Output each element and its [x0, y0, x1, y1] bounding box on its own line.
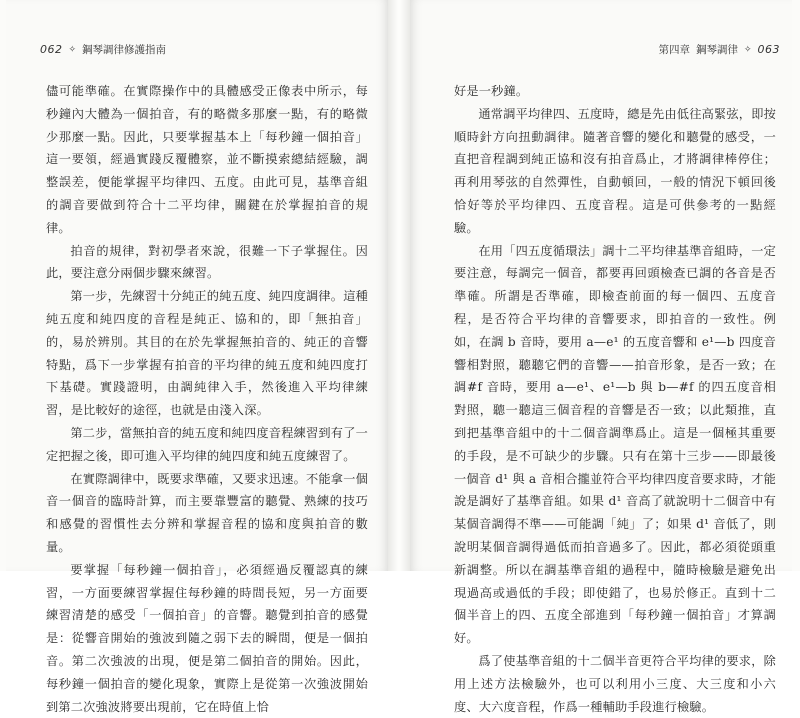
- right-page: [410, 0, 792, 714]
- paragraph: 通常調平均律四、五度時，總是先由低往高緊弦，即按順時針方向扭動調律。隨著音響的變化和聽覺的感受，一直把音程調到純正協和沒有拍音爲止，才將調律棒停住；再利用琴弦的自然彈性，自動頓回，一般的情況下頓回後恰好等於平均律四、五度音程。這是可供參考的一點經驗。: [454, 106, 776, 235]
- right-page-number: 063: [757, 43, 780, 56]
- book-gutter: [388, 0, 410, 571]
- right-header-chapter: 第四章: [658, 44, 690, 56]
- paragraph: 要掌握「每秒鐘一個拍音」，必須經過反覆認真的練習，一方面要練習掌握住每秒鐘的時間長短，另一方面要練習清楚的感受「一個拍音」的音響。聽覺到拍音的感覺是：從響音開始的強波到隨之弱下去的瞬間，便是一個拍音。第二次強波的出現，便是第二個拍音的開始。因此，每秒鐘一個拍音的變化現象，實際上是從第一次強波開始到第二次強波將要出現前，它在時值上恰: [46, 562, 368, 714]
- paragraph: 爲了使基準音組的十二個半音更符合平均律的要求，除用上述方法檢驗外，也可以利用小三度、大三度和小六度、大六度音程，作爲一種輔助手段進行檢驗。: [454, 653, 776, 714]
- paragraph: 拍音的規律，對初學者來說，很難一下子掌握住。因此，要注意分兩個步驟來練習。: [46, 243, 368, 281]
- paragraph: 好是一秒鐘。: [454, 84, 529, 98]
- left-running-header: [40, 42, 166, 57]
- left-page-body: [46, 80, 368, 718]
- paragraph: 第一步，先練習十分純正的純五度、純四度調律。這種純五度和純四度的音程是純正、協和的，即「無拍音」的，易於辨別。其目的在於先掌握無拍音的、純正的音響特點，爲下一步掌握有拍音的平均律的純五度和純四度打下基礎。實踐證明，由調純律入手，然後進入平均律練習，是比較好的途徑，也就是由淺入深。: [46, 289, 368, 418]
- right-running-header: [658, 42, 780, 57]
- left-page-number: 062: [40, 43, 63, 56]
- right-header-title: 鋼琴調律: [695, 44, 738, 56]
- diamond-ornament-icon: ✧: [743, 44, 752, 55]
- paragraph: 儘可能準確。在實際操作中的具體感受正像表中所示，每秒鐘內大體為一個拍音，有的略微多那麼一點，有的略微少那麼一點。因此，只要掌握基本上「每秒鐘一個拍音」這一要領，經過實踐反覆體察，並不斷摸索總結經驗，調整誤差，便能掌握平均律四、五度。由此可見，基準音組的調音要做到符合十二平均律，關鍵在於掌握拍音的規律。: [46, 84, 368, 235]
- left-header-title: 鋼琴調律修護指南: [82, 44, 167, 56]
- left-page: [6, 0, 388, 714]
- paragraph: 第二步，當無拍音的純五度和純四度音程練習到有了一定把握之後，即可進入平均律的純四度和純五度練習了。: [46, 425, 368, 463]
- diamond-ornament-icon: ✧: [68, 44, 77, 55]
- paragraph: 在實際調律中，既要求準確，又要求迅速。不能拿一個音一個音的臨時計算，而主要靠豐富的聽覺、熟練的技巧和感覺的習慣性去分辨和掌握音程的協和度與拍音的數量。: [46, 471, 368, 554]
- right-page-body: [454, 80, 776, 718]
- paragraph: 在用「四五度循環法」調十二平均律基準音組時，一定要注意，每調完一個音，都要再回頭檢查已調的各音是否準確。所謂是否準確，即檢查前面的每一個四、五度音程，是否符合平均律的音響要求，即拍音的一致性。例如，在調 b 音時，要用 a—e¹ 的五度音響和 e¹—b 四度音響相對照，聽聽它們的音響——拍音形象，是否一致；在調#f 音時，要用 a—e¹、e¹—b 與 b—#f 的四五度音相對照，聽一聽這三個音程的音響是否一致；以此類推，直到把基準音組中的十二個音調準爲止。這是一個極其重要的手段，是不可缺少的步驟。只有在第十三步——即最後一個音 d¹ 與 a 音相合攏並符合平均律四度音要求時，才能說是調好了基準音組。如果 d¹ 音高了就說明十二個音中有某個音調得不準——可能調「純」了；如果 d¹ 音低了，則說明某個音調得過低而拍音過多了。因此，都必須從頭重新調整。所以在調基準音組的過程中，隨時檢驗是避免出現過高或過低的手段；即使錯了，也易於修正。直到十二個半音上的四、五度全部進到「每秒鐘一個拍音」才算調好。: [454, 243, 776, 646]
